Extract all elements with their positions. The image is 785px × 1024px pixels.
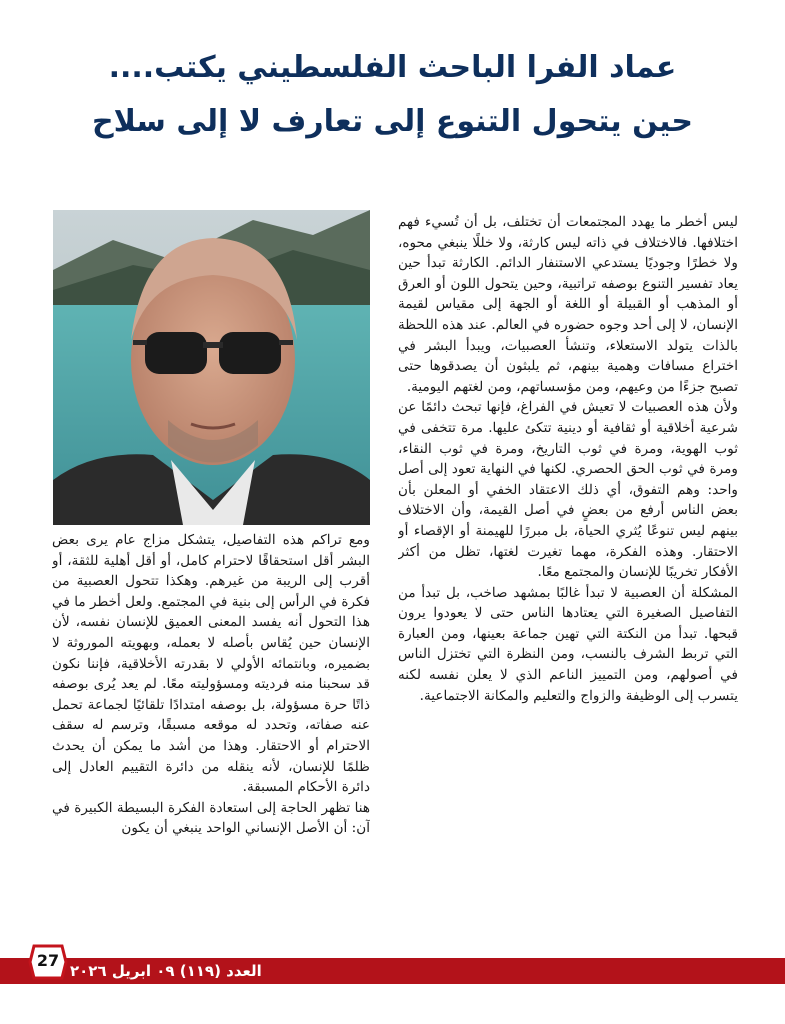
- article-column-right: [398, 212, 738, 916]
- paragraph: هنا تظهر الحاجة إلى استعادة الفكرة البسيطة الكبيرة في آن: أن الأصل الإنساني الواحد ينبغي أن يكون: [52, 799, 370, 837]
- article-title-line-2: حين يتحول التنوع إلى تعارف لا إلى سلاح: [92, 104, 693, 139]
- paragraph: ومع تراكم هذه التفاصيل، يتشكل مزاج عام يرى بعض البشر أقل استحقاقًا لاحترام كامل، أو أقل أهلية للثقة، أو أقرب إلى الريبة من غيرهم. وهكذا تتحول العصبية من فكرة في الرأس إلى بنية في المجتمع. ولعل أخطر ما في هذا التحول أنه يفسد المعنى العميق للإنسان نفسه، لأن الإنسان حين يُقاس بأصله لا بعمله، وبهويته الموروثة لا بضميره، وبانتمائه الأولي لا بقدرته الأخلاقية، فإننا نكون قد سحبنا منه فرديته ومسؤوليته معًا. لم يعد يُرى بوصفه ذاتًا حرة مسؤولة، بل بوصفه امتدادًا تلقائيًا لجماعة تحمل عنه صفاته، وتحدد له موقعه مسبقًا، وترسم له سقف الاحترام أو الاحتقار. وهذا من أشد ما يمكن أن يحدث ظلمًا للإنسان، لأنه ينقله من دائرة التقييم العادل إلى دائرة الأحكام المسبقة.: [52, 532, 370, 796]
- paragraph: المشكلة أن العصبية لا تبدأ غالبًا بمشهد صاخب، بل تبدأ من التفاصيل الصغيرة التي يعتادها الناس حتى لا يعودوا يرون قبحها. تبدأ من النكتة التي تهين جماعة بعينها، ومن العبارة التي تربط الشرف بالنسب، ومن النظرة التي تختزل الناس في أصولهم، ومن التمييز الناعم الذي لا يعلن نفسه لكنه يتسرب إلى الوظيفة والزواج والتعليم والمكانة الاجتماعية.: [398, 584, 738, 704]
- paragraph: ولأن هذه العصبيات لا تعيش في الفراغ، فإنها تبحث دائمًا عن شرعية أخلاقية أو ثقافية أو دينية تتكئ عليها. مرة تتخفى في ثوب الهوية، ومرة في ثوب التاريخ، ومرة في ثوب النقاء، ومرة في ثوب الحق الحصري. لكنها في النهاية تعود إلى أصل واحد: وهم التفوق، أي ذلك الاعتقاد الخفي أو المعلن بأن بعض الناس أرفع من بعضٍ في أصل القيمة، وأن الاختلاف بينهم ليس تنوعًا يُثري الحياة، بل مبررًا للهيمنة أو الإقصاء أو الاحتقار. وهذه الفكرة، مهما تغيرت لغتها، تظل من أكثر الأفكار تخريبًا للإنسان والمجتمع معًا.: [398, 399, 738, 581]
- issue-info: العدد (١١٩) ٠٩ ابريل ٢٠٢٦: [70, 962, 262, 980]
- article-column-left: [52, 530, 370, 920]
- article-title-line-1: عماد الفرا الباحث الفلسطيني يكتب....: [108, 50, 677, 85]
- author-photo: [53, 210, 370, 525]
- page-number: 27: [36, 951, 60, 970]
- paragraph: ليس أخطر ما يهدد المجتمعات أن تختلف، بل أن تُسيء فهم اختلافها. فالاختلاف في ذاته ليس كارثة، ولا خللًا ينبغي محوه، ولا خطرًا وجوديًا يستدعي الاستنفار الدائم. الكارثة تبدأ حين يعاد تفسير التنوع بوصفه تراتبية، وحين يتحول اللون أو العرق أو المذهب أو القبيلة أو اللغة أو الجهة إلى مقياس لقيمة الإنسان، لا إلى أحد وجوه حضوره في العالم. عند هذه اللحظة بالذات يتولد الاستعلاء، وتنشأ العصبيات، ويبدأ البشر في اختراع مسافات وهمية بينهم، ثم يلبثون أن يصدقوها حتى تصبح جزءًا من وعيهم، ومن مؤسساتهم، ومن لغتهم اليومية.: [398, 214, 738, 395]
